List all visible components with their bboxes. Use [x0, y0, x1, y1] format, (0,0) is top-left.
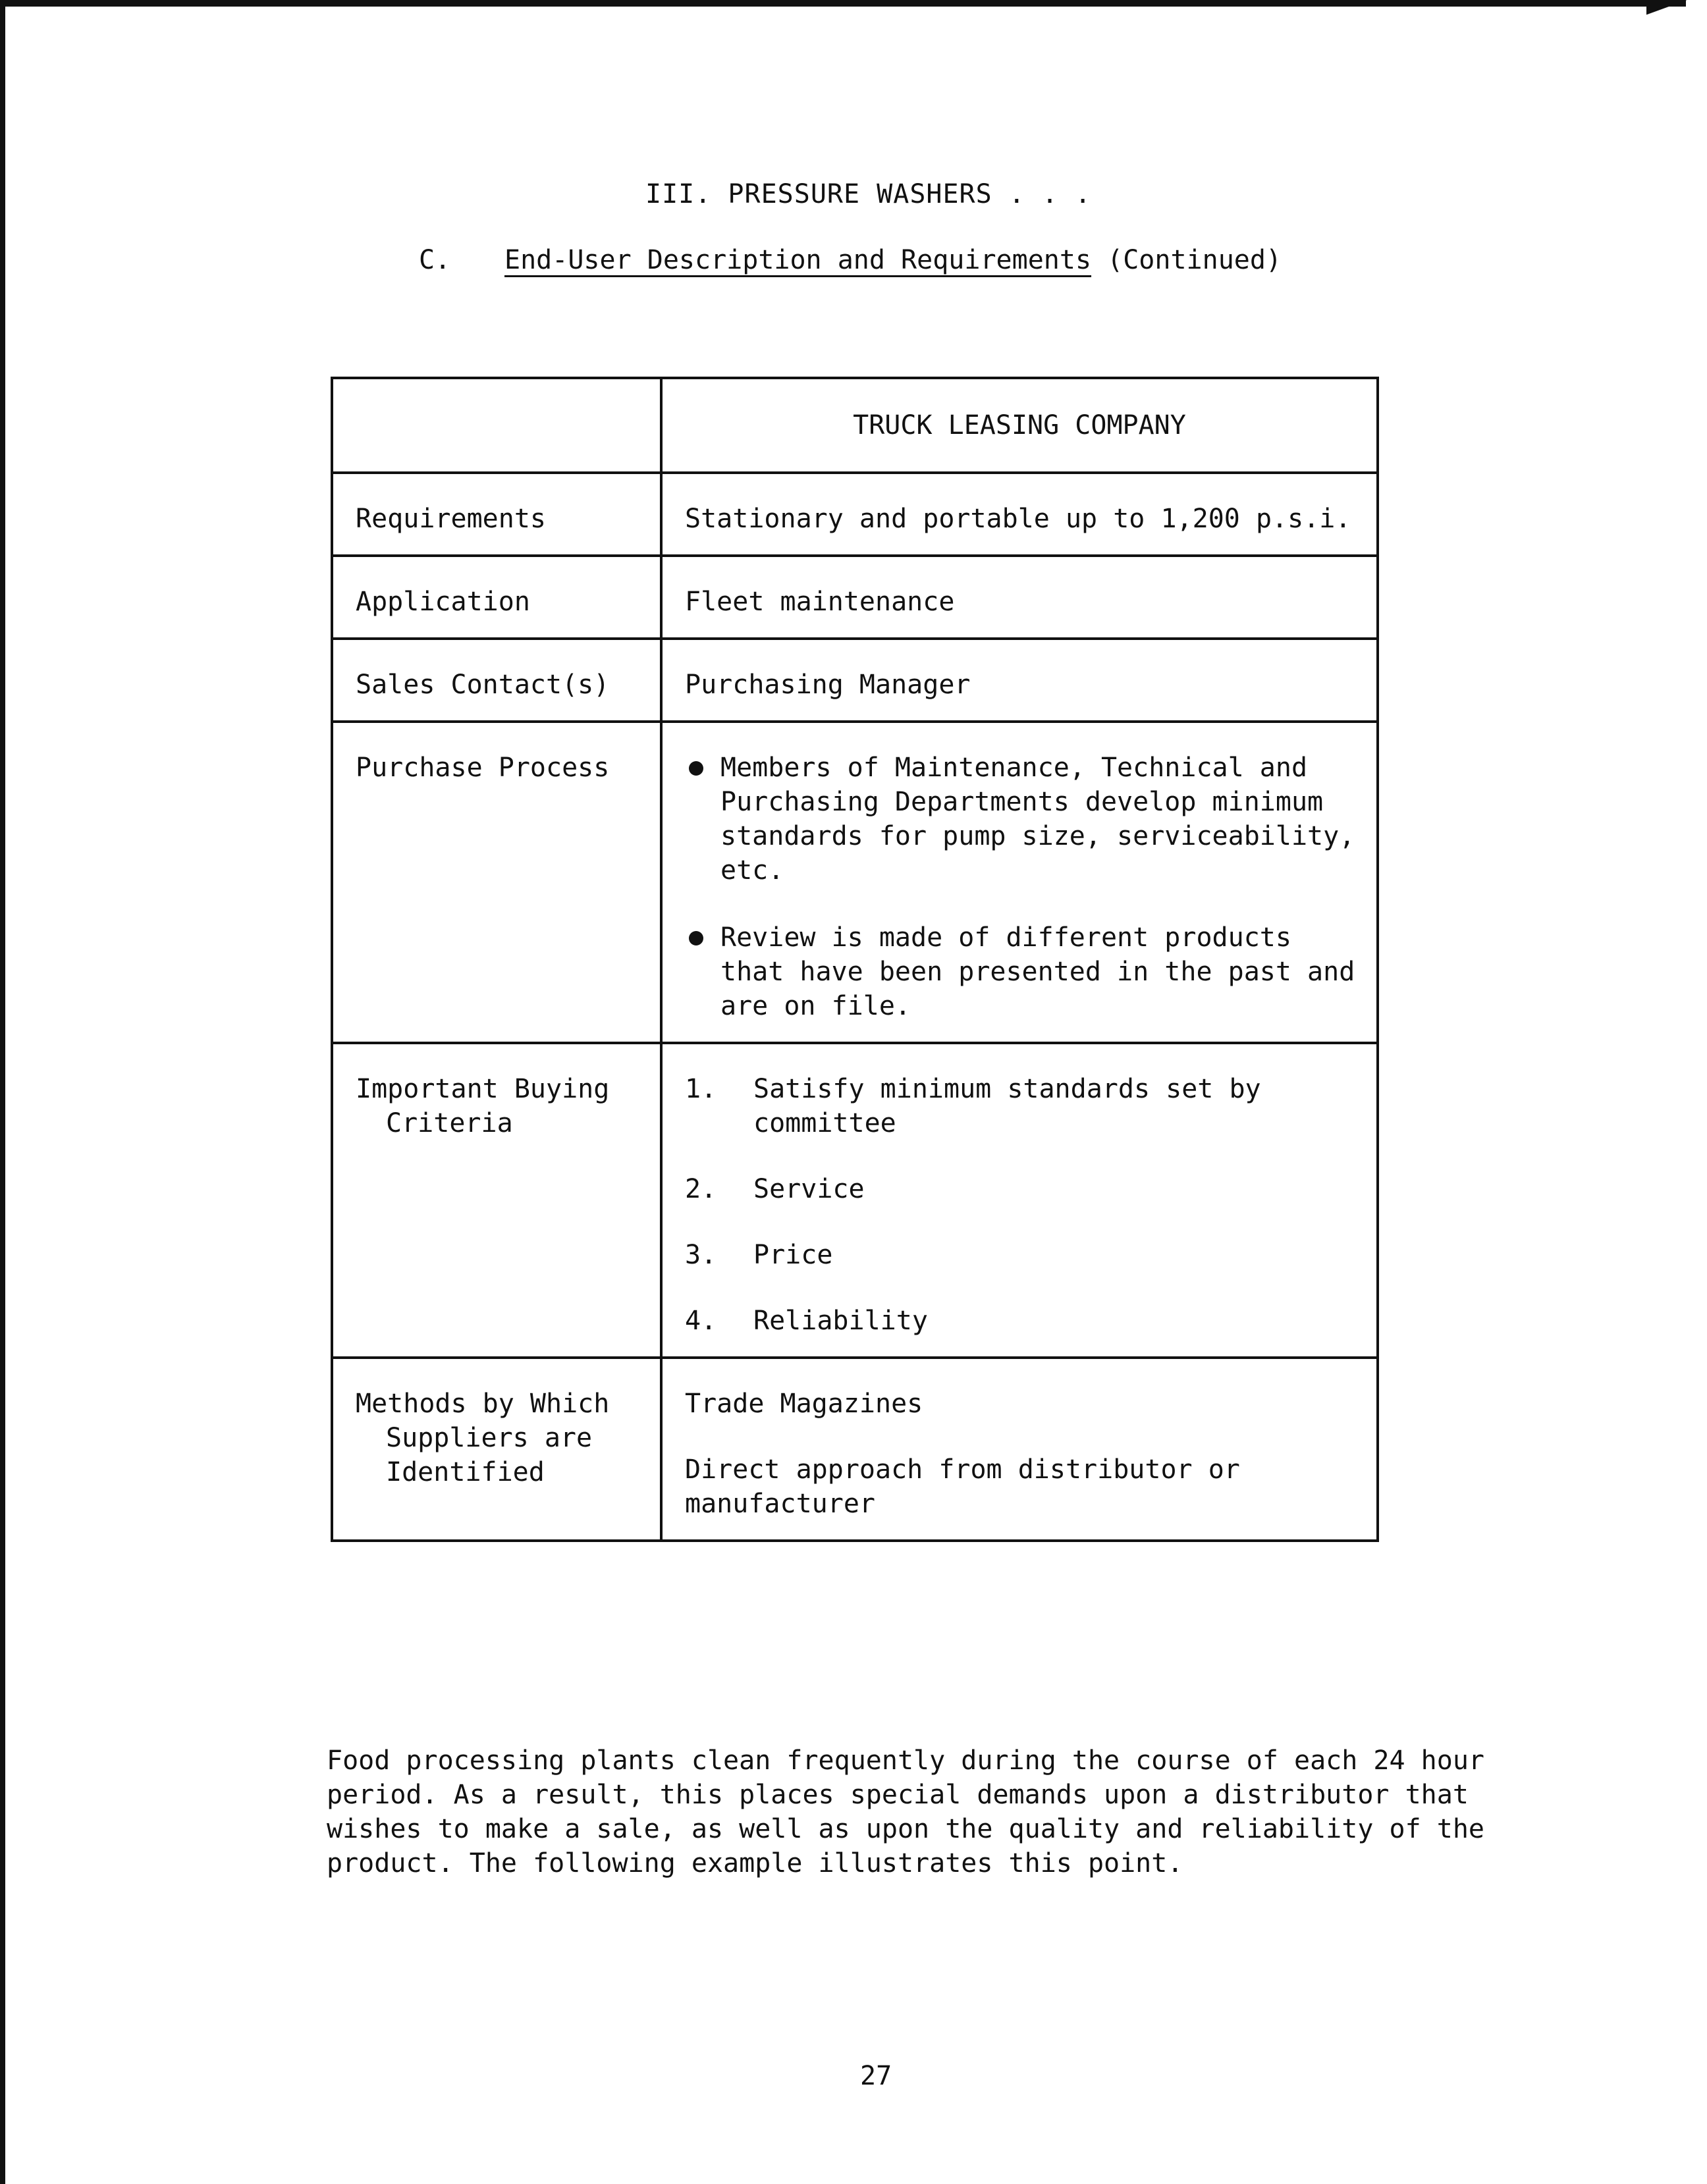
bullet-icon — [689, 931, 703, 946]
item-number: 2. — [685, 1174, 717, 1204]
row-value: Stationary and portable up to 1,200 p.s.i. — [661, 473, 1378, 556]
row-value-paragraph: Trade Magazines — [685, 1389, 923, 1419]
subsection-letter: C. — [419, 245, 451, 275]
bullet-text: Members of Maintenance, Technical and Purchasing Departments develop minimum standards for pump size, serviceability, etc. — [720, 753, 1355, 886]
requirements-table — [331, 377, 1379, 1542]
row-value: Purchasing Manager — [661, 639, 1378, 722]
body-paragraph: Food processing plants clean frequently during the course of each 24 hour period. As a result, this places special demands upon a distributor that wishes to make a sale, as well as upon the quality and reliability of the product. The following example illustrates this point. — [327, 1745, 1484, 1878]
bullet-icon — [689, 761, 703, 776]
item-number: 1. — [685, 1074, 717, 1104]
row-label: Application — [332, 556, 661, 639]
item-number: 4. — [685, 1306, 717, 1336]
row-label: Sales Contact(s) — [332, 639, 661, 722]
subsection-title: End-User Description and Requirements — [504, 245, 1092, 275]
list-item — [685, 1304, 1357, 1338]
bullet-text: Review is made of different products that have been presented in the past and are on file. — [720, 922, 1355, 1021]
row-label: Requirements — [332, 473, 661, 556]
row-label-line: Identified — [386, 1457, 545, 1487]
row-label — [332, 1358, 661, 1541]
table-row — [332, 639, 1378, 722]
row-label-line: Important Buying — [356, 1074, 610, 1104]
item-text: Price — [753, 1240, 833, 1270]
list-item — [685, 1072, 1357, 1140]
item-text: Reliability — [753, 1306, 928, 1336]
section-heading: III. PRESSURE WASHERS . . . — [645, 179, 1092, 209]
bullet-list — [685, 751, 1357, 1023]
row-label-line: Suppliers are — [386, 1423, 593, 1453]
scan-corner-shadow — [1646, 0, 1707, 26]
list-item — [685, 1238, 1357, 1272]
table-row — [332, 473, 1378, 556]
row-value — [661, 1043, 1378, 1358]
item-text: Service — [753, 1174, 865, 1204]
list-item — [685, 920, 1357, 1023]
list-item — [685, 751, 1357, 888]
page-number: 27 — [860, 2061, 892, 2091]
row-value — [661, 722, 1378, 1043]
row-label — [332, 1043, 661, 1358]
subsection-heading — [419, 245, 1282, 275]
row-label: Purchase Process — [332, 722, 661, 1043]
empty-header-cell — [332, 378, 661, 473]
table-row — [332, 556, 1378, 639]
numbered-list — [685, 1072, 1357, 1338]
item-text: Satisfy minimum standards set by committee — [753, 1074, 1261, 1138]
row-value: Fleet maintenance — [661, 556, 1378, 639]
scan-border-left — [0, 0, 5, 2184]
row-label-line: Methods by Which — [356, 1389, 610, 1419]
column-header: TRUCK LEASING COMPANY — [661, 378, 1378, 473]
table-row — [332, 1358, 1378, 1541]
table-row — [332, 1043, 1378, 1358]
row-label-line: Criteria — [386, 1108, 513, 1138]
subsection-suffix: (Continued) — [1107, 245, 1282, 275]
item-number: 3. — [685, 1240, 717, 1270]
row-value — [661, 1358, 1378, 1541]
row-value-paragraph: Direct approach from distributor or manufacturer — [685, 1454, 1240, 1519]
scan-border-top — [0, 0, 1686, 7]
table-header-row — [332, 378, 1378, 473]
table-row — [332, 722, 1378, 1043]
list-item — [685, 1172, 1357, 1206]
